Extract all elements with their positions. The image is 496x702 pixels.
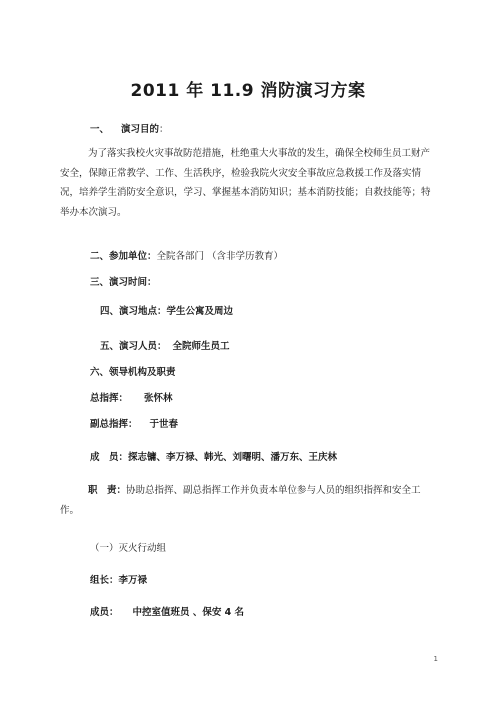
section-4-label: 四、演习地点： bbox=[100, 306, 167, 317]
section-1-label: 演习目的 bbox=[121, 124, 160, 135]
group-1-members-line bbox=[90, 607, 244, 619]
page-number: 1 bbox=[433, 655, 438, 663]
section-1-heading bbox=[90, 124, 169, 136]
purpose-paragraph: 为了落实我校火灾事故防范措施，杜绝重大火事故的发生，确保全校师生员工财产安全，保障正常教学、工作、生活秩序，检验我院火灾安全事故应急救援工作及落实情况，培养学生消防安全意识，学习、掌握基本消防知识；基本消防技能；自救技能等；特举办本次演习。 bbox=[60, 148, 431, 218]
section-4-line bbox=[100, 306, 233, 318]
commander-name: 张怀林 bbox=[144, 393, 173, 404]
members-label: 成 员： bbox=[90, 452, 129, 463]
duties-paragraph bbox=[60, 481, 438, 520]
vice-commander-name: 于世春 bbox=[149, 419, 179, 430]
section-5-label: 五、演习人员： bbox=[100, 341, 167, 352]
section-4-value: 学生公寓及周边 bbox=[166, 306, 234, 317]
section-1-number: 一、 bbox=[90, 124, 110, 135]
commander-label: 总指挥： bbox=[90, 393, 129, 404]
group-1-members-value: 中控室值班员 、保安 4 名 bbox=[132, 607, 245, 618]
group-1-leader-line bbox=[90, 575, 147, 587]
section-3-heading: 三、演习时间： bbox=[90, 277, 157, 288]
section-2-label: 二、参加单位： bbox=[90, 251, 157, 262]
group-1-members-label: 成员： bbox=[90, 607, 119, 618]
duties-text: 协助总指挥、副总指挥工作并负责本单位参与人员的组织指挥和安全工作。 bbox=[60, 485, 421, 516]
vice-commander-label: 副总指挥： bbox=[90, 419, 138, 430]
duties-label: 职 责： bbox=[88, 485, 127, 496]
section-5-value: 全院师生员工 bbox=[172, 341, 230, 352]
section-1-colon: ： bbox=[159, 124, 169, 135]
commander-line bbox=[90, 393, 173, 405]
group-1-leader-label: 组长： bbox=[90, 575, 119, 586]
section-2-value: 全院各部门 （含非学历教育） bbox=[156, 251, 284, 262]
group-1-heading: （一）灭火行动组 bbox=[90, 543, 167, 554]
section-5-line bbox=[100, 341, 230, 353]
vice-commander-line bbox=[90, 419, 178, 431]
group-1-leader-name: 李万禄 bbox=[118, 575, 148, 586]
document-title: 2011 年 11.9 消防演习方案 bbox=[130, 81, 366, 101]
members-names: 探志镛、李万禄、韩光、刘曙明、潘万东、王庆林 bbox=[128, 452, 338, 463]
members-line bbox=[90, 452, 337, 464]
section-6-heading: 六、领导机构及职责 bbox=[90, 367, 176, 378]
section-2-line bbox=[90, 251, 283, 263]
